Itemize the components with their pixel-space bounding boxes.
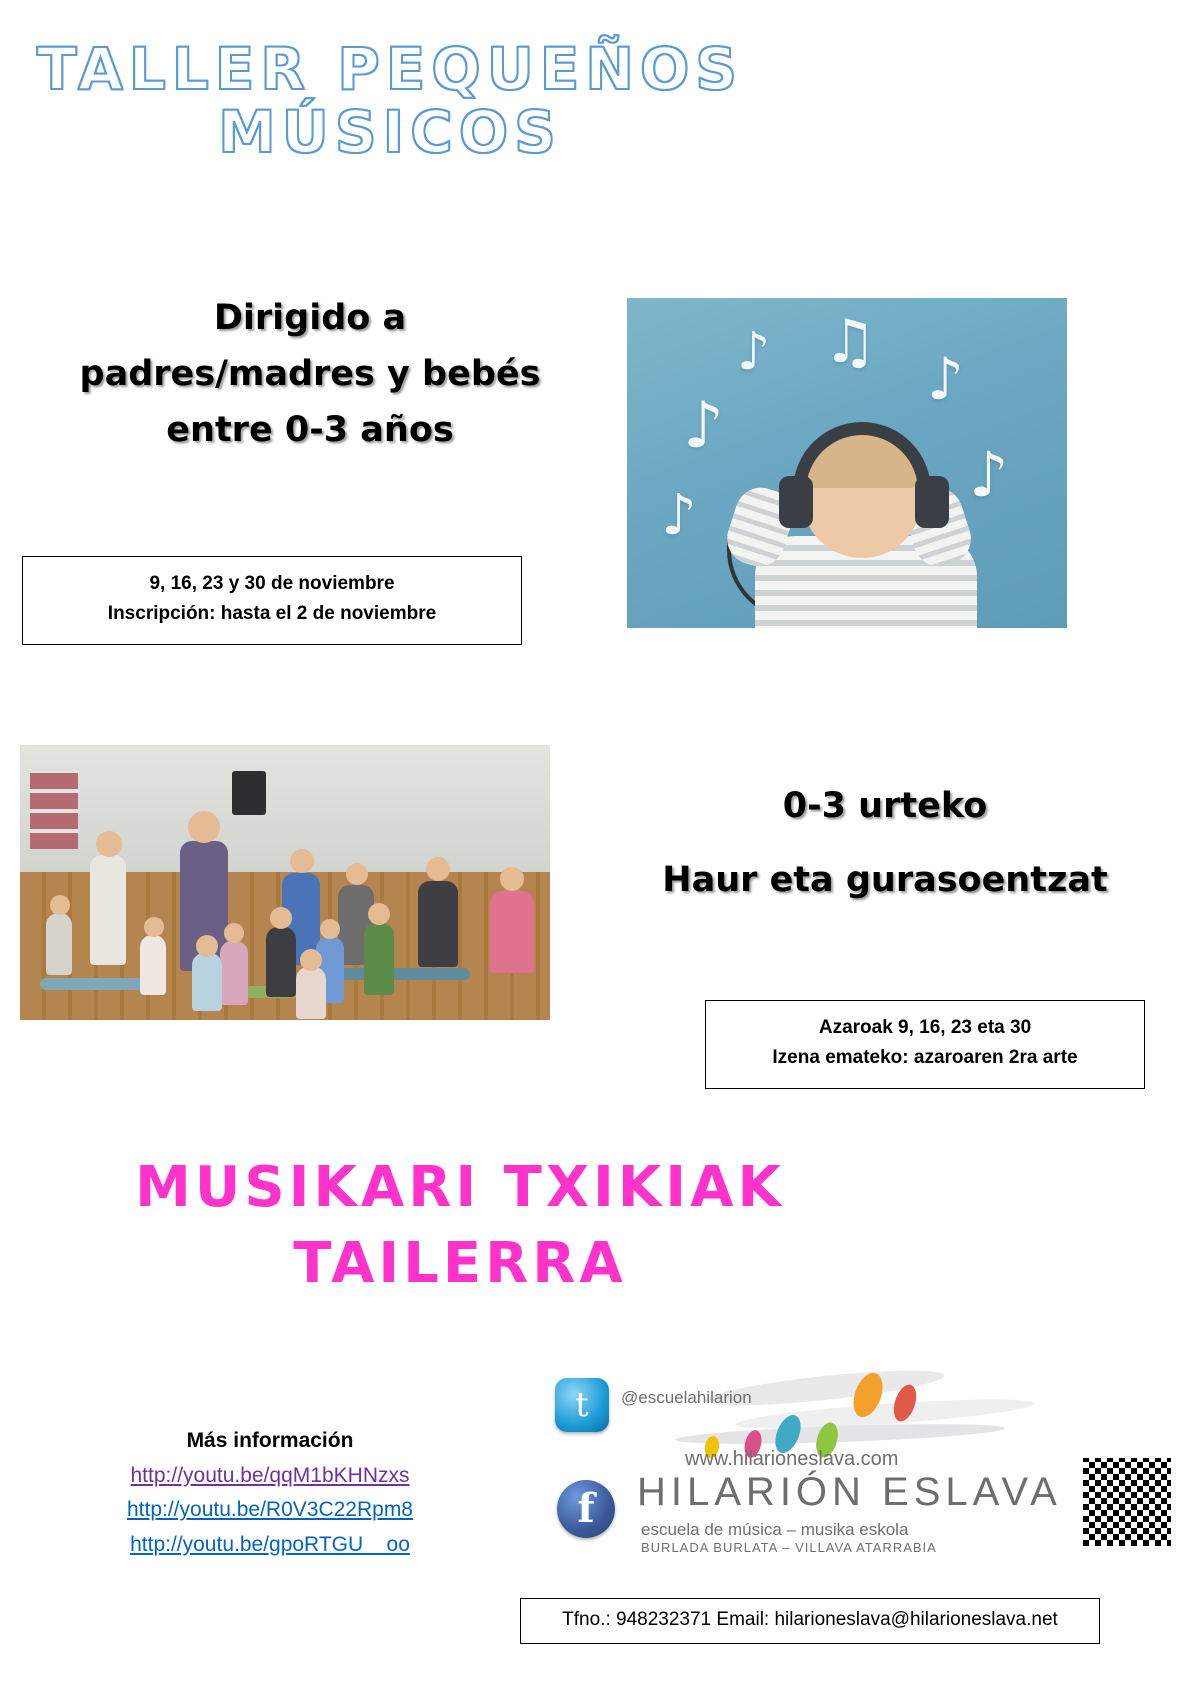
headline-basque <box>600 770 1170 917</box>
child-figure <box>220 941 248 1005</box>
adult-head <box>426 857 450 881</box>
music-note-icon: ♫ <box>823 307 877 377</box>
child-figure <box>140 935 166 995</box>
teacher-head <box>188 811 220 843</box>
headline-basque-line2: Haur eta gurasoentzat <box>662 859 1108 900</box>
child-head <box>144 917 164 937</box>
music-note-icon: ♪ <box>969 438 1009 511</box>
child-figure <box>296 967 326 1019</box>
child-figure <box>364 923 394 995</box>
twitter-bird-icon[interactable]: t <box>555 1378 609 1432</box>
poster-title-basque <box>60 1150 860 1301</box>
headline-spanish <box>40 290 580 458</box>
contact-box <box>520 1598 1100 1644</box>
title-spanish-line2: MÚSICOS <box>218 97 562 166</box>
headline-spanish-line2: padres/madres y bebés <box>79 354 541 394</box>
school-subtitle: escuela de música – musika eskola <box>641 1520 909 1539</box>
adult-head <box>96 831 122 857</box>
title-spanish-line1: TALLER PEQUEÑOS <box>36 35 744 103</box>
headphone-band <box>793 422 931 492</box>
workshop-class-photo <box>20 745 550 1020</box>
music-note-icon: ♪ <box>683 389 724 463</box>
facebook-f-icon[interactable]: f <box>557 1480 615 1538</box>
child-head <box>196 935 218 957</box>
headline-basque-line1: 0-3 urteko <box>782 786 988 826</box>
basque-registration-deadline: Izena emateko: azaroaren 2ra arte <box>772 1047 1078 1069</box>
spanish-registration-deadline: Inscripción: hasta el 2 de noviembre <box>107 603 437 625</box>
music-note-icon: ♪ <box>927 345 965 413</box>
music-note-icon: ♪ <box>661 483 697 548</box>
child-figure <box>192 953 222 1011</box>
child-head <box>320 919 340 939</box>
date-box-spanish <box>22 556 522 645</box>
twitter-handle: @escuelahilarion <box>621 1388 752 1407</box>
speaker-box <box>232 771 266 815</box>
headphone-cup-left <box>779 476 813 528</box>
child-figure <box>266 927 296 997</box>
child-head <box>300 949 322 971</box>
headline-spanish-line1: Dirigido a <box>213 298 407 338</box>
adult-figure <box>490 891 534 973</box>
child-head <box>368 903 390 925</box>
more-information-block <box>60 1424 480 1563</box>
child-figure <box>46 913 72 975</box>
school-logo-block <box>555 1370 1175 1570</box>
adult-head <box>290 849 314 873</box>
child-head <box>50 895 70 915</box>
headphone-cup-right <box>915 476 949 528</box>
contact-text: Tfno.: 948232371 Email: hilarioneslava@hilarioneslava.net <box>562 1609 1058 1630</box>
headline-spanish-line3: entre 0-3 años <box>166 410 454 450</box>
basque-session-dates: Azaroak 9, 16, 23 eta 30 <box>818 1017 1032 1038</box>
video-link-1[interactable]: http://youtu.be/qqM1bKHNzxs <box>130 1463 410 1487</box>
qr-code-icon[interactable] <box>1079 1454 1175 1550</box>
wall-pictures <box>30 771 78 849</box>
poster-title-spanish <box>0 35 780 166</box>
school-locations: BURLADA BURLATA – VILLAVA ATARRABIA <box>641 1540 937 1555</box>
school-name: HILARIÓN ESLAVA <box>637 1470 1062 1514</box>
adult-figure <box>90 855 126 965</box>
video-link-2[interactable]: http://youtu.be/R0V3C22Rpm8 <box>126 1498 413 1522</box>
adult-head <box>346 863 368 885</box>
video-link-3[interactable]: http://youtu.be/gpoRTGU__oo <box>130 1532 410 1556</box>
adult-head <box>500 867 524 891</box>
title-basque-line2: TAILERRA <box>293 1230 627 1296</box>
adult-figure <box>418 881 458 967</box>
child-head <box>224 923 244 943</box>
baby-with-headphones-photo <box>627 298 1067 628</box>
spanish-session-dates: 9, 16, 23 y 30 de noviembre <box>149 573 395 594</box>
music-note-icon: ♪ <box>737 322 771 382</box>
title-basque-line1: MUSIKARI TXIKIAK <box>135 1155 785 1220</box>
date-box-basque <box>705 1000 1145 1089</box>
school-website: www.hilarioneslava.com <box>685 1448 899 1470</box>
child-head <box>270 907 292 929</box>
more-information-label: Más información <box>186 1429 354 1452</box>
